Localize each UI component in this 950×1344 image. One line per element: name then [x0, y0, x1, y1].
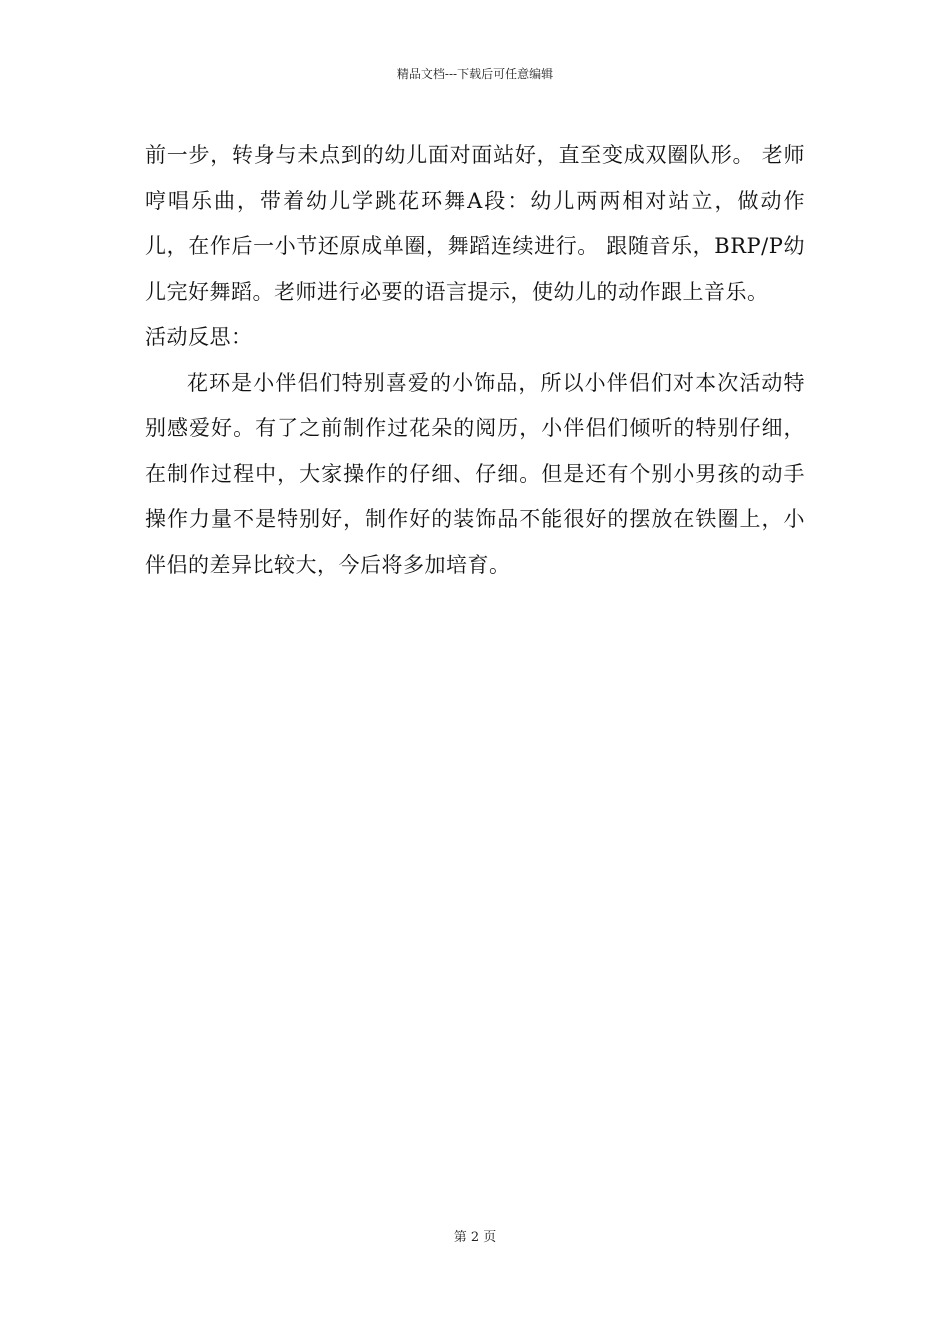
- page-header: 精品文档---下载后可任意编辑: [396, 67, 554, 81]
- page-number: 第 2 页: [453, 1230, 497, 1245]
- body-paragraph-reflection: 花环是小伴侣们特别喜爱的小饰品，所以小伴侣们对本次活动特别感爱好。有了之前制作过花朵的阅历，小伴侣们倾听的特别仔细，在制作过程中，大家操作的仔细、仔细。但是还有个别小男孩的动手操作力量不是特别好，制作好的装饰品不能很好的摆放在铁圈上，小伴侣的差异比较大，今后将多加培育。: [145, 370, 805, 577]
- body-paragraph-activity-steps: 前一步，转身与未点到的幼儿面对面站好，直至变成双圈队形。 老师哼唱乐曲，带着幼儿学跳花环舞A段：幼儿两两相对站立，做动作儿，在作后一小节还原成单圈，舞蹈连续进行。 跟随音乐，BRP/P幼儿完好舞蹈。老师进行必要的语言提示，使幼儿的动作跟上音乐。: [145, 143, 805, 304]
- document-body: [145, 133, 805, 588]
- section-heading-reflection: 活动反思：: [145, 325, 253, 349]
